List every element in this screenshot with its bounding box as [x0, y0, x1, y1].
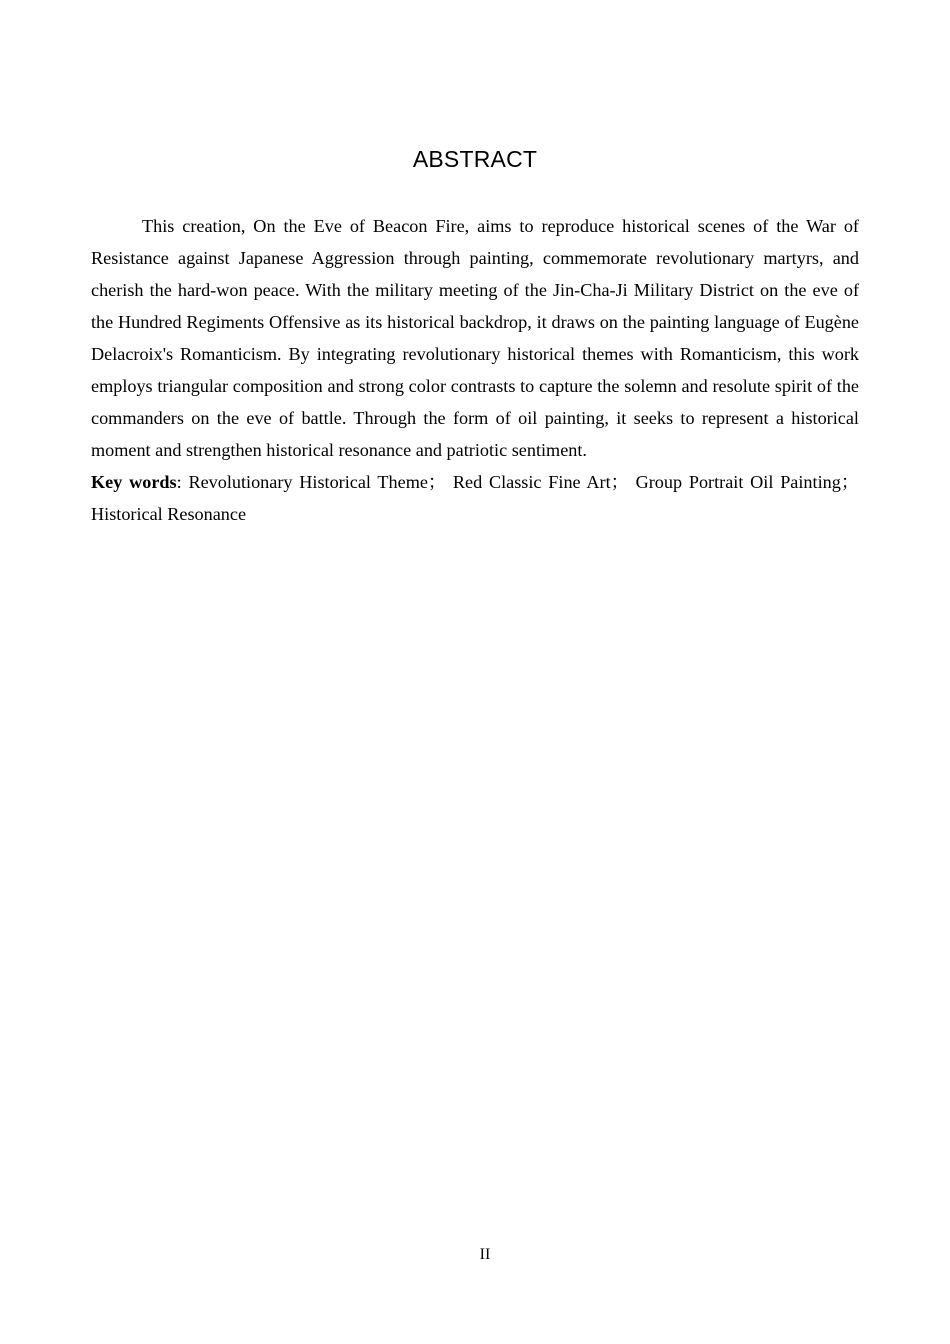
page-number: II [479, 1246, 491, 1263]
keywords-text: Revolutionary Historical Theme； Red Classic Fine Art； Group Portrait Oil Painting； Historical Resonance [91, 472, 860, 524]
keywords-line [91, 466, 859, 530]
keywords-label: Key words [91, 472, 177, 492]
abstract-paragraph: This creation, On the Eve of Beacon Fire, aims to reproduce historical scenes of the War of Resistance against Japanese Aggression through painting, commemorate revolutionary martyrs, and cherish the hard-won peace. With the military meeting of the Jin-Cha-Ji Military District on the eve of the Hundred Regiments Offensive as its historical backdrop, it draws on the painting language of Eugène Delacroix's Romanticism. By integrating revolutionary historical themes with Romanticism, this work employs triangular composition and strong color contrasts to capture the solemn and resolute spirit of the commanders on the eve of battle. Through the form of oil painting, it seeks to represent a historical moment and strengthen historical resonance and patriotic sentiment. [91, 216, 859, 460]
keywords-separator: : [176, 472, 189, 492]
abstract-body [91, 210, 859, 530]
abstract-heading: ABSTRACT [412, 146, 538, 172]
